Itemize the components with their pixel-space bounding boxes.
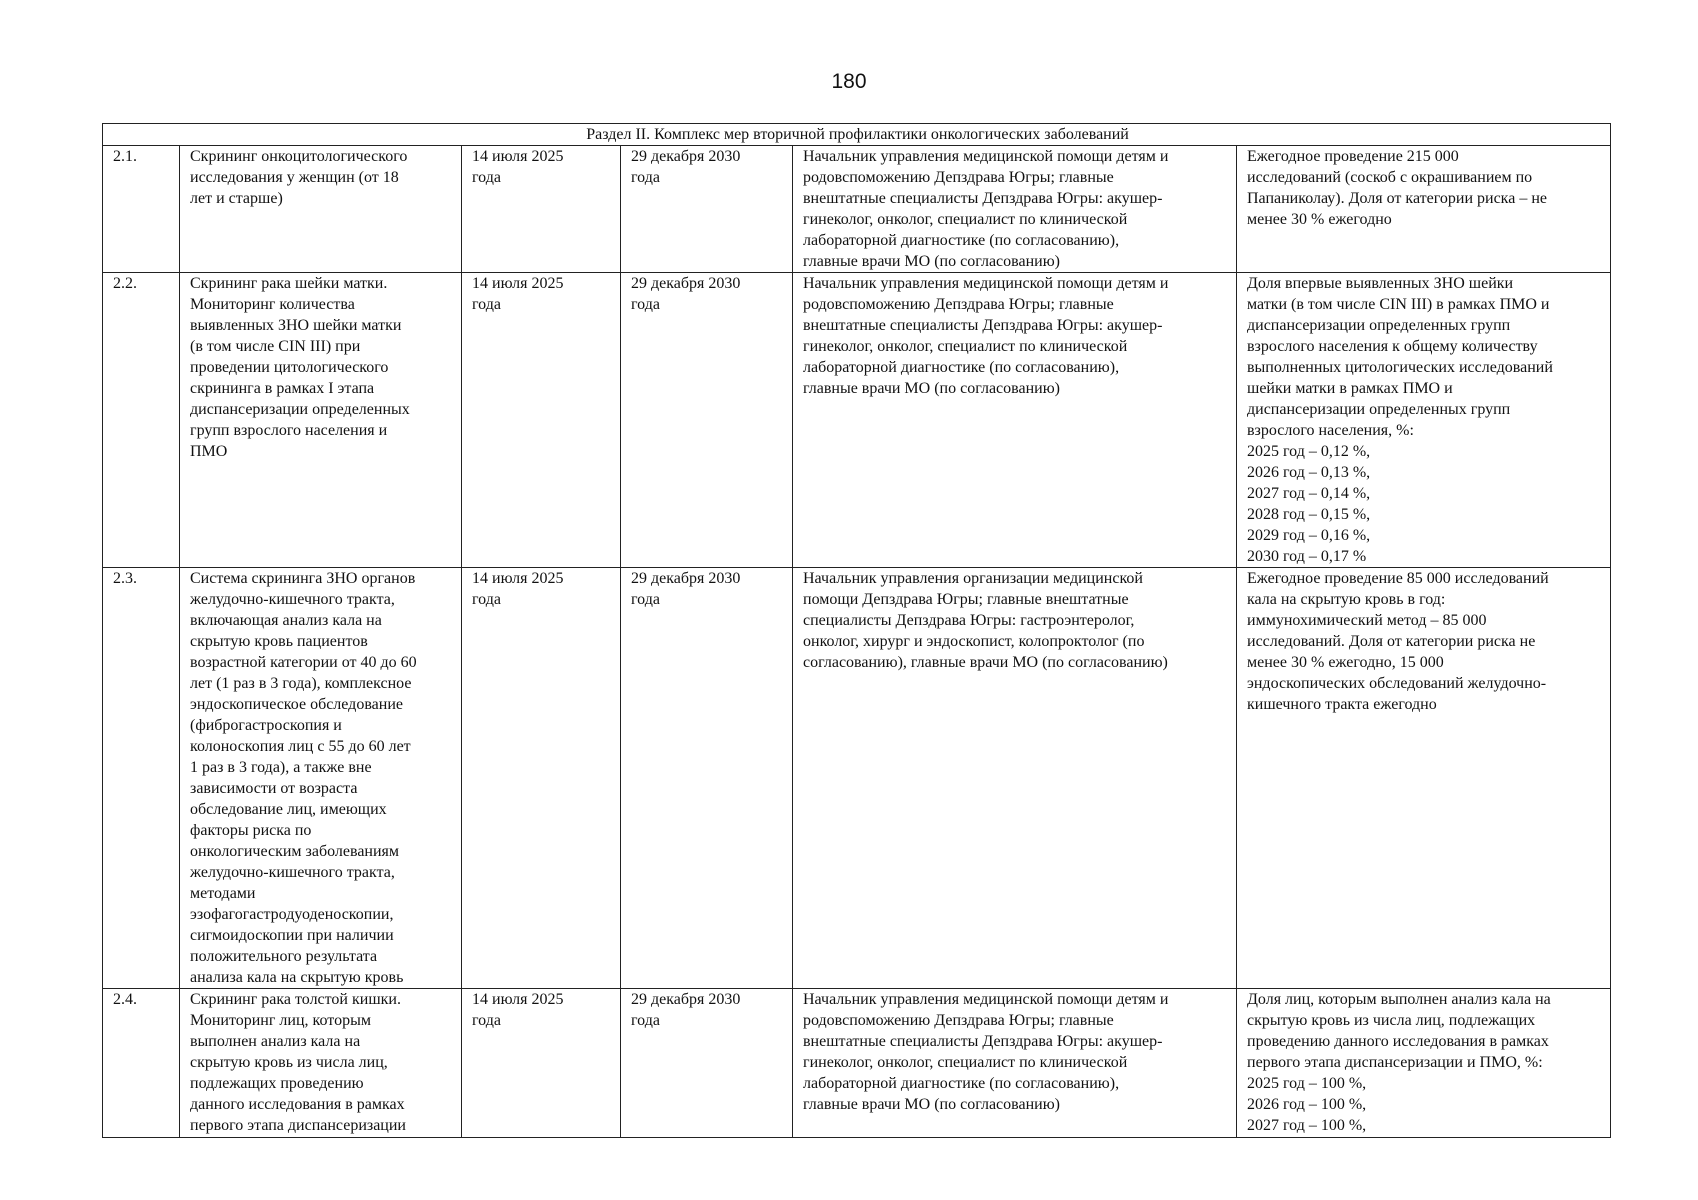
expected-result: Доля впервые выявленных ЗНО шейки матки (в том числе CIN III) в рамках ПМО и диспансеризации определенных групп взрослого населения к общему количеству выполненных цитологических исследований шейки матки в рамках ПМО и диспансеризации определенных групп взрослого населения, %: 2025 год – 0,12 %, 2026 год – 0,13 %, 2027 год – 0,14 %, 2028 год – 0,15 %, 2029 год – 0,16 %, 2030 год – 0,17 % [1237,273,1611,568]
start-date: 14 июля 2025 года [462,146,621,273]
row-number [103,989,180,1138]
section-title: Раздел II. Комплекс мер вторичной профилактики онкологических заболеваний [103,124,1611,146]
expected-result: Ежегодное проведение 215 000 исследований (соскоб с окрашиванием по Папаниколау). Доля от категории риска – не менее 30 % ежегодно [1237,146,1611,273]
responsible: Начальник управления медицинской помощи детям и родовспоможению Депздрава Югры; главные внештатные специалисты Депздрава Югры: акушер- гинеколог, онколог, специалист по клинической лабораторной диагностике (по согласованию), главные врачи МО (по согласованию) [793,273,1237,568]
row-number: 2.2. [103,273,180,568]
row-number: 2.3. [103,568,180,989]
row-number: 2.1. [103,146,180,273]
measure-name: Система скрининга ЗНО органов желудочно-кишечного тракта, включающая анализ кала на скрытую кровь пациентов возрастной категории от 40 до 60 лет (1 раз в 3 года), комплексное эндоскопическое обследование (фиброгастроскопия и колоноскопия лиц с 55 до 60 лет 1 раз в 3 года), а также вне зависимости от возраста обследование лиц, имеющих факторы риска по онкологическим заболеваниям желудочно-кишечного тракта, методами эзофагогастродуоденоскопии, сигмоидоскопии при наличии положительного результата анализа кала на скрытую кровь [180,568,462,989]
table-row [103,989,1611,1138]
end-date: 29 декабря 2030 года [621,146,793,273]
table-row [103,146,1611,273]
end-date: 29 декабря 2030 года [621,273,793,568]
responsible: Начальник управления организации медицинской помощи Депздрава Югры; главные внештатные специалисты Депздрава Югры: гастроэнтеролог, онколог, хирург и эндоскопист, колопроктолог (по согласованию), главные врачи МО (по согласованию) [793,568,1237,989]
start-date: 14 июля 2025 года [462,273,621,568]
measure-name-text: Скрининг рака толстой кишки. Мониторинг лиц, которым выполнен анализ кала на скрытую кровь из числа лиц, подлежащих проведению данного исследования в рамках первого этапа диспансеризации [190,991,406,1134]
measure-name [180,989,462,1138]
section-header-row [103,124,1611,146]
start-date [462,989,621,1138]
row-number-text: 2.4. [113,991,137,1008]
start-date-text: 14 июля 2025 года [472,991,564,1029]
expected-result [1237,989,1611,1138]
measure-name: Скрининг онкоцитологического исследования у женщин (от 18 лет и старше) [180,146,462,273]
page-number: 180 [831,70,867,93]
expected-result: Ежегодное проведение 85 000 исследований кала на скрытую кровь в год: иммунохимический метод – 85 000 исследований. Доля от категории риска не менее 30 % ежегодно, 15 000 эндоскопических обследований желудочно- кишечного тракта ежегодно [1237,568,1611,989]
end-date: 29 декабря 2030 года [621,568,793,989]
measure-name: Скрининг рака шейки матки. Мониторинг количества выявленных ЗНО шейки матки (в том числе CIN III) при проведении цитологического скрининга в рамках I этапа диспансеризации определенных групп взрослого населения и ПМО [180,273,462,568]
responsible-text: Начальник управления медицинской помощи детям и родовспоможению Депздрава Югры; главные внештатные специалисты Депздрава Югры: акушер- гинеколог, онколог, специалист по клинической лабораторной диагностике (по согласованию), главные врачи МО (по согласованию) [803,991,1169,1113]
table-row [103,273,1611,568]
end-date-text: 29 декабря 2030 года [631,991,741,1029]
expected-result-text: Доля лиц, которым выполнен анализ кала на скрытую кровь из числа лиц, подлежащих проведению данного исследования в рамках первого этапа диспансеризации и ПМО, %: 2025 год – 100 %, 2026 год – 100 %, 2027 год – 100 %, [1247,991,1551,1134]
measures-table [102,123,1611,1138]
table-row [103,568,1611,989]
start-date: 14 июля 2025 года [462,568,621,989]
responsible [793,989,1237,1138]
responsible: Начальник управления медицинской помощи детям и родовспоможению Депздрава Югры; главные внештатные специалисты Депздрава Югры: акушер- гинеколог, онколог, специалист по клинической лабораторной диагностике (по согласованию), главные врачи МО (по согласованию) [793,146,1237,273]
end-date [621,989,793,1138]
